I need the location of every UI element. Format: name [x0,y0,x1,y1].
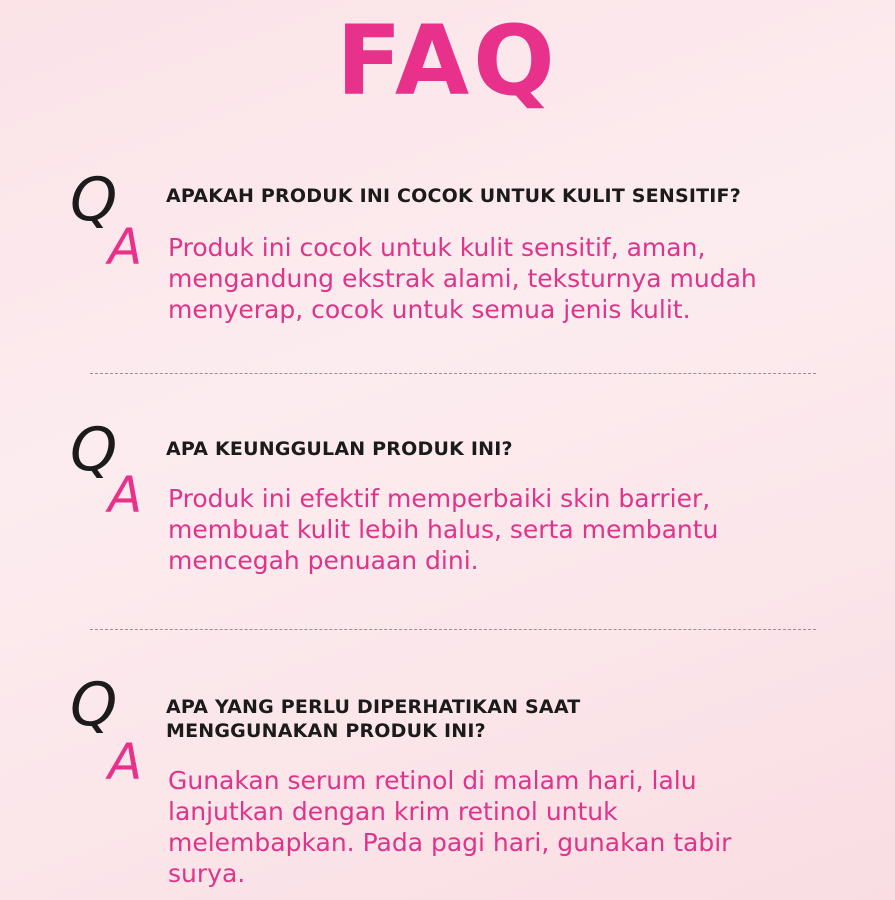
divider [90,629,816,630]
faq-answer: Produk ini cocok untuk kulit sensitif, aman, mengandung ekstrak alami, teksturnya mudah menyerap, cocok untuk semua jenis kulit. [168,233,757,324]
answer-a-icon: A [108,733,143,791]
faq-question: APA YANG PERLU DIPERHATIKAN SAAT MENGGUNAKAN PRODUK INI? [166,696,581,742]
divider [90,373,816,374]
answer-a-icon: A [108,218,143,276]
answer-a-icon: A [108,466,143,524]
faq-question: APAKAH PRODUK INI COCOK UNTUK KULIT SENSITIF? [166,185,741,207]
faq-answer: Produk ini efektif memperbaiki skin barrier, membuat kulit lebih halus, serta membantu mencegah penuaan dini. [168,484,719,575]
faq-answer: Gunakan serum retinol di malam hari, lalu lanjutkan dengan krim retinol untuk melembapkan. Pada pagi hari, gunakan tabir surya. [168,766,732,888]
question-q-icon: Q [70,415,118,485]
faq-question: APA KEUNGGULAN PRODUK INI? [166,438,513,460]
question-q-icon: Q [70,165,118,235]
page-title: FAQ [336,5,559,117]
question-q-icon: Q [70,670,118,740]
